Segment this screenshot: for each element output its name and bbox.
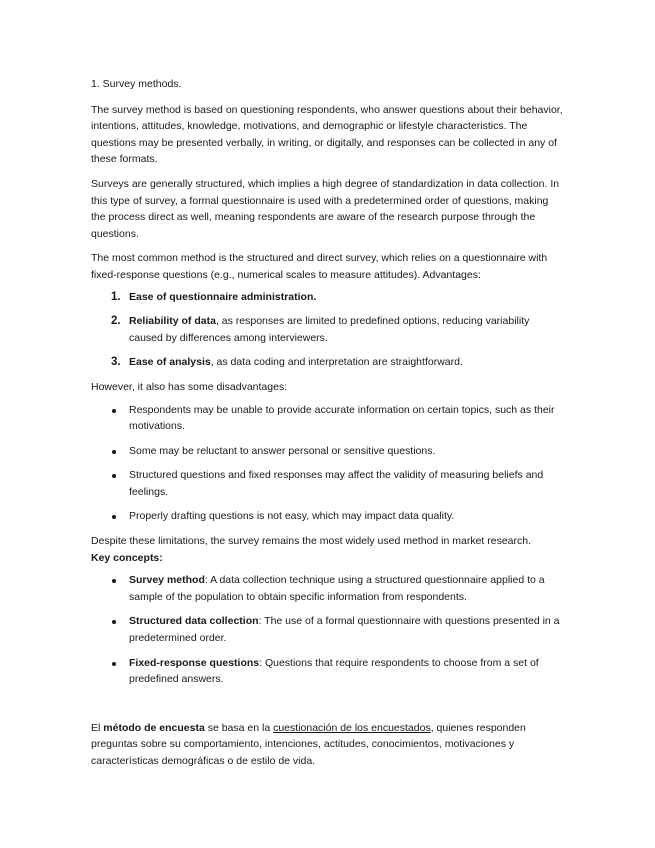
key-concepts-list <box>91 572 563 688</box>
list-number: 3. <box>111 356 121 369</box>
bullet-icon <box>112 474 116 478</box>
bullet-icon <box>112 579 116 583</box>
list-item <box>91 354 563 371</box>
list-number: 1. <box>111 290 121 303</box>
disadvantages-list <box>91 402 563 526</box>
disadvantage-text: Properly drafting questions is not easy, which may impact data quality. <box>129 510 455 523</box>
bullet-icon <box>112 515 116 519</box>
advantage-title: Ease of analysis <box>129 356 211 369</box>
list-item <box>91 655 563 688</box>
spanish-underlined-phrase: cuestionación de los encuestados <box>273 721 431 734</box>
spanish-bold-term: método de encuesta <box>103 721 205 734</box>
list-item <box>91 289 563 306</box>
concept-term: Structured data collection <box>129 615 259 628</box>
bullet-icon <box>112 662 116 666</box>
paragraph-intro: The survey method is based on questioning respondents, who answer questions about their behavior, intentions, attitudes, knowledge, motivations, and demographic or lifestyle characteristics. The questions may be presented verbally, in writing, or digitally, and responses can be collected in any of these formats. <box>91 103 563 166</box>
spanish-mid: se basa en la <box>204 721 274 734</box>
disadvantage-text: Structured questions and fixed responses may affect the validity of measuring beliefs and feelings. <box>129 469 544 498</box>
advantages-list <box>91 289 563 371</box>
concept-definition: : Questions that require respondents to choose from a set of predefined answers. <box>129 656 539 686</box>
key-concepts-label: Key concepts: <box>91 551 163 564</box>
concept-term: Fixed-response questions <box>129 656 260 669</box>
bullet-icon <box>112 620 116 624</box>
concept-definition: : A data collection technique using a structured questionnaire applied to a sample of the population to obtain specific information from respondents. <box>129 574 545 603</box>
advantage-title: Reliability of data <box>129 315 216 328</box>
bullet-icon <box>112 409 116 413</box>
disadvantage-text: Some may be reluctant to answer personal or sensitive questions. <box>129 444 436 457</box>
list-item <box>91 508 563 525</box>
disadvantage-text: Respondents may be unable to provide accurate information on certain topics, such as their motivations. <box>129 403 555 433</box>
section-heading: 1. Survey methods. <box>91 78 182 90</box>
list-item <box>91 402 563 435</box>
spanish-lead: El <box>91 721 104 734</box>
advantage-text: , as data coding and interpretation are straightforward. <box>210 356 463 369</box>
concept-definition: : The use of a formal questionnaire with questions presented in a predetermined order. <box>129 615 560 645</box>
paragraph-structure: Surveys are generally structured, which implies a high degree of standardization in data collection. In this type of survey, a formal questionnaire is used with a predetermined order of questions, making the process direct as well, meaning respondents are aware of the research purpose through the questions. <box>91 177 560 240</box>
list-number: 2. <box>111 315 121 328</box>
bullet-icon <box>112 450 116 454</box>
spanish-rest: , quienes responden preguntas sobre su comportamiento, intenciones, actitudes, conocimientos, motivaciones y características demográficas o de estilo de vida. <box>91 721 526 767</box>
paragraph-disadvantages-intro: However, it also has some disadvantages: <box>91 380 288 393</box>
document-body <box>91 76 563 770</box>
paragraph-spanish <box>91 720 563 770</box>
list-item <box>91 613 563 646</box>
paragraph-conclusion: Despite these limitations, the survey remains the most widely used method in market research. <box>91 535 532 548</box>
list-item <box>91 443 563 460</box>
concept-term: Survey method <box>129 574 205 587</box>
list-item <box>91 572 563 605</box>
list-item <box>91 313 563 346</box>
advantage-text: , as responses are limited to predefined options, reducing variability caused by differences among interviewers. <box>129 315 530 344</box>
paragraph-common-method: The most common method is the structured and direct survey, which relies on a questionnaire with fixed-response questions (e.g., numerical scales to measure attitudes). Advantages: <box>91 252 548 281</box>
list-item <box>91 467 563 500</box>
advantage-title: Ease of questionnaire administration. <box>129 290 317 303</box>
